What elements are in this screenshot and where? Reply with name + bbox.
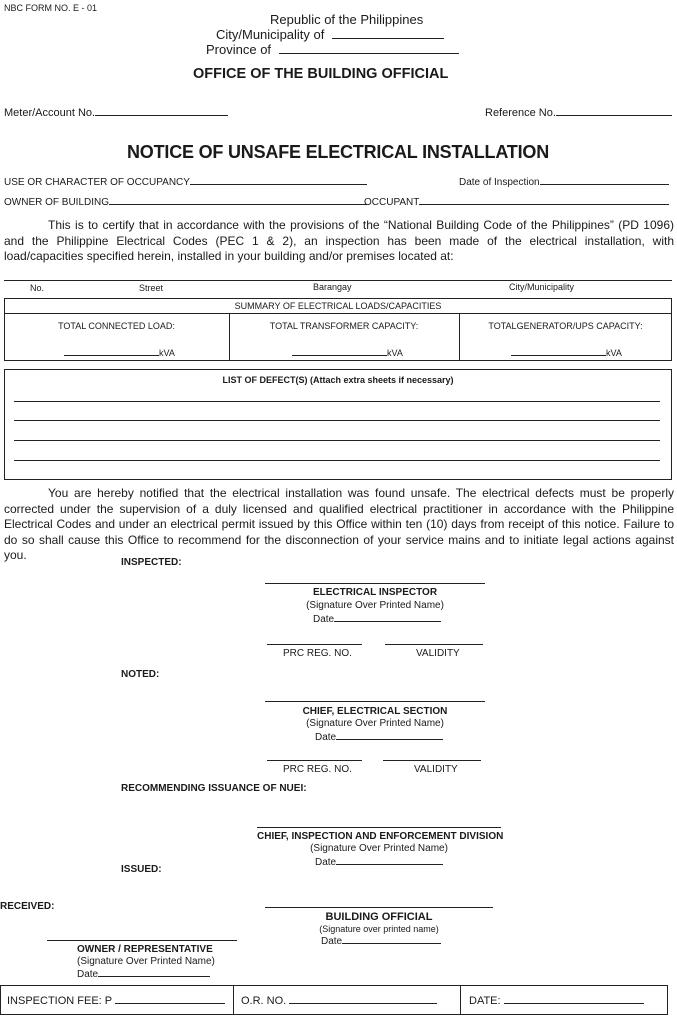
summary-heading: SUMMARY OF ELECTRICAL LOADS/CAPACITIES xyxy=(234,301,442,311)
transformer-capacity-input[interactable] xyxy=(292,346,403,358)
occupant-field[interactable] xyxy=(364,195,669,208)
footer-date-field[interactable] xyxy=(469,994,644,1007)
address-line[interactable] xyxy=(4,280,672,281)
building-official-date-label: Date xyxy=(321,936,343,947)
owner-field[interactable] xyxy=(4,195,367,208)
owner-rep-title: OWNER / REPRESENTATIVE xyxy=(77,944,213,955)
chief-section-date-field[interactable] xyxy=(315,730,443,743)
province-label: Province of xyxy=(206,42,272,57)
reference-field[interactable] xyxy=(485,106,672,119)
office-heading: OFFICE OF THE BUILDING OFFICIAL xyxy=(193,66,449,82)
certify-paragraph: This is to certify that in accordance with the provisions of the “National Building Code of the Philippines” (PD 1096) and the Philippine Electrical Codes (PEC 1 & 2), an inspection has been made of the electrical installation, with load/capacities specified herein, installed in your building and/or premises located at: xyxy=(4,218,674,263)
document-title: NOTICE OF UNSAFE ELECTRICAL INSTALLATION xyxy=(127,142,549,162)
defects-box xyxy=(4,369,672,480)
or-number-field[interactable] xyxy=(241,994,437,1007)
meter-account-line[interactable] xyxy=(95,106,228,116)
form-number: NBC FORM NO. E - 01 xyxy=(4,3,98,13)
transformer-capacity-unit: kVA xyxy=(387,348,403,358)
province-line[interactable] xyxy=(279,44,459,54)
inspector-prc-label: PRC REG. NO. xyxy=(283,648,352,659)
chief-division-subtitle: (Signature Over Printed Name) xyxy=(310,843,448,854)
inspector-validity-line[interactable] xyxy=(385,644,483,645)
issued-label: ISSUED: xyxy=(121,864,162,875)
chief-section-validity-label: VALIDITY xyxy=(414,764,458,775)
address-col-no: No. xyxy=(30,283,45,293)
inspector-date-field[interactable] xyxy=(313,612,441,625)
chief-section-title: CHIEF, ELECTRICAL SECTION xyxy=(302,706,448,717)
chief-section-prc-line[interactable] xyxy=(267,760,362,761)
inspection-fee-field[interactable] xyxy=(7,994,225,1007)
reference-line[interactable] xyxy=(556,106,672,116)
city-municipality-line[interactable] xyxy=(332,29,444,39)
address-col-street: Street xyxy=(139,283,164,293)
chief-section-date-label: Date xyxy=(315,732,337,743)
occupant-line[interactable] xyxy=(419,195,669,205)
owner-rep-date-field[interactable] xyxy=(77,967,210,980)
chief-division-signature-line[interactable] xyxy=(257,827,501,828)
summary-divider xyxy=(4,313,672,314)
defects-heading: LIST OF DEFECT(S) (Attach extra sheets if necessary) xyxy=(222,375,454,385)
defect-line-2[interactable] xyxy=(14,420,660,421)
reference-label: Reference No. xyxy=(485,107,556,119)
chief-section-prc-label: PRC REG. NO. xyxy=(283,764,352,775)
generator-capacity-unit: kVA xyxy=(606,348,622,358)
chief-division-title: CHIEF, INSPECTION AND ENFORCEMENT DIVISION xyxy=(257,831,504,842)
owner-rep-date-label: Date xyxy=(77,969,99,980)
defect-line-4[interactable] xyxy=(14,460,660,461)
total-connected-load-label: TOTAL CONNECTED LOAD: xyxy=(58,321,175,331)
owner-label: OWNER OF BUILDING xyxy=(4,197,110,208)
inspector-prc-line[interactable] xyxy=(267,644,362,645)
inspected-label: INSPECTED: xyxy=(121,557,182,568)
inspector-signature-line[interactable] xyxy=(265,583,485,584)
defect-line-1[interactable] xyxy=(14,401,660,402)
received-label: RECEIVED: xyxy=(0,901,55,912)
owner-rep-signature-line[interactable] xyxy=(47,940,237,941)
republic-heading: Republic of the Philippines xyxy=(270,12,424,27)
occupancy-label: USE OR CHARACTER OF OCCUPANCY xyxy=(4,177,190,188)
province-field[interactable] xyxy=(206,42,459,57)
or-number-label: O.R. NO. xyxy=(241,995,287,1007)
building-official-signature-line[interactable] xyxy=(265,907,493,908)
occupancy-line[interactable] xyxy=(190,175,367,185)
inspector-subtitle: (Signature Over Printed Name) xyxy=(306,600,444,611)
date-inspection-field[interactable] xyxy=(459,175,669,188)
notice-paragraph: You are hereby notified that the electrical installation was found unsafe. The electrical defects must be properly corrected under the supervision of a duly licensed and qualified electrical practitioner in accordance with the Philippine Electrical Codes and under an electrical permit issued by this Office within ten (10) days from receipt of this notice. Failure to do so shall cause this Office to recommend for the disconnection of your service mains and to initiate legal actions against you. xyxy=(4,486,674,562)
owner-rep-subtitle: (Signature Over Printed Name) xyxy=(77,956,215,967)
connected-load-unit: kVA xyxy=(159,348,175,358)
defect-line-3[interactable] xyxy=(14,440,660,441)
building-official-date-field[interactable] xyxy=(321,934,441,947)
noted-label: NOTED: xyxy=(121,669,160,680)
inspection-fee-label: INSPECTION FEE: P xyxy=(7,995,112,1007)
inspector-date-label: Date xyxy=(313,614,335,625)
chief-section-validity-line[interactable] xyxy=(383,760,481,761)
total-generator-label: TOTALGENERATOR/UPS CAPACITY: xyxy=(488,321,643,331)
owner-line[interactable] xyxy=(109,195,367,205)
city-municipality-label: City/Municipality of xyxy=(216,27,325,42)
date-inspection-line[interactable] xyxy=(540,175,669,185)
chief-division-date-field[interactable] xyxy=(315,855,443,868)
occupancy-field[interactable] xyxy=(4,175,367,188)
inspector-title: ELECTRICAL INSPECTOR xyxy=(312,587,438,598)
chief-section-signature-line[interactable] xyxy=(265,701,485,702)
building-official-title: BUILDING OFFICIAL xyxy=(325,911,433,923)
total-transformer-label: TOTAL TRANSFORMER CAPACITY: xyxy=(269,321,419,331)
city-municipality-field[interactable] xyxy=(216,27,444,42)
footer-divider-1 xyxy=(233,985,234,1015)
generator-capacity-input[interactable] xyxy=(511,346,622,358)
chief-section-subtitle: (Signature Over Printed Name) xyxy=(306,718,444,729)
address-col-barangay: Barangay xyxy=(313,282,352,292)
connected-load-input[interactable] xyxy=(64,346,175,358)
footer-date-label: DATE: xyxy=(469,995,501,1007)
inspector-validity-label: VALIDITY xyxy=(416,648,460,659)
meter-account-field[interactable] xyxy=(4,106,228,119)
chief-division-date-label: Date xyxy=(315,857,337,868)
date-inspection-label: Date of Inspection xyxy=(459,177,540,188)
meter-account-label: Meter/Account No. xyxy=(4,107,96,119)
footer-divider-2 xyxy=(460,985,461,1015)
occupant-label: OCCUPANT xyxy=(364,197,420,208)
building-official-subtitle: (Signature over printed name) xyxy=(319,924,439,934)
address-col-city: City/Municipality xyxy=(509,282,575,292)
recommending-label: RECOMMENDING ISSUANCE OF NUEI: xyxy=(121,783,307,794)
